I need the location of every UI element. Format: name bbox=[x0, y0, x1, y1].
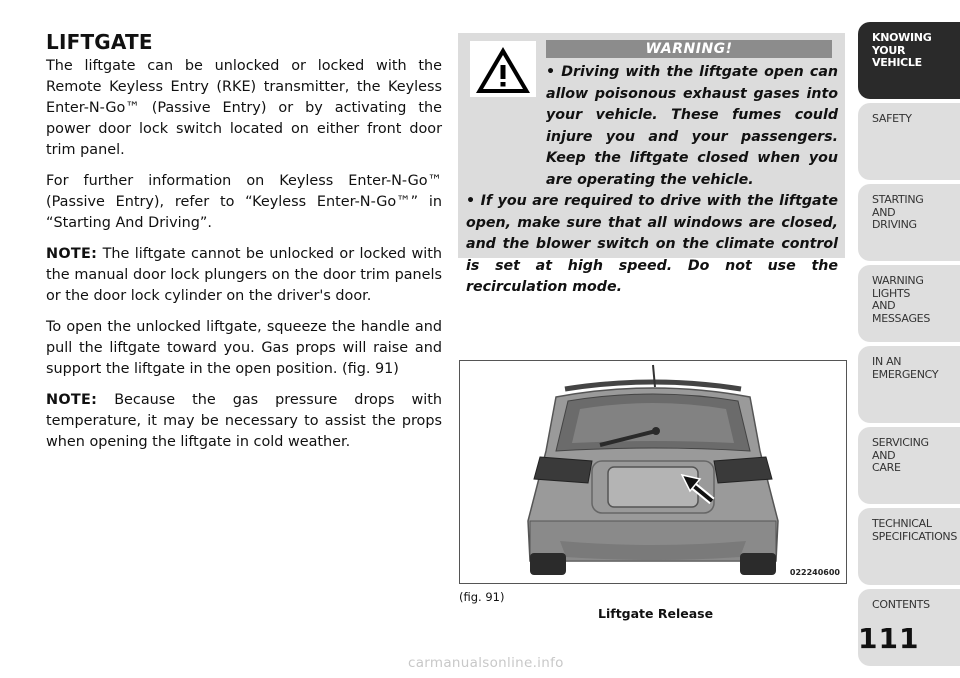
paragraph-open-liftgate: To open the unlocked liftgate, squeeze the handle and pull the liftgate toward you. Gas props will raise and support the liftgate in the open position. (fig. 91) bbox=[46, 319, 442, 377]
warning-bullet: • If you are required to drive with the liftgate open, make sure that all windows are closed, and the blower switch on the climate control is set at high speed. Do not use the recirculation mode. bbox=[466, 193, 838, 295]
paragraph-rke: The liftgate can be unlocked or locked with the Remote Keyless Entry (RKE) transmitter, the Keyless Enter-N-Go™ (Passive Entry) or by activating the power door lock switch located on either front door trim panel. bbox=[46, 58, 442, 158]
tab-label-line: EMERGENCY bbox=[872, 367, 939, 381]
tab-in-an-emergency[interactable] bbox=[858, 346, 960, 423]
tab-label-line: SERVICING bbox=[872, 436, 929, 449]
warning-box bbox=[458, 33, 845, 295]
chapter-tabs bbox=[858, 22, 960, 670]
note-manual-lock bbox=[46, 244, 442, 307]
tab-starting-and-driving[interactable] bbox=[858, 184, 960, 261]
tab-label-line: DRIVING bbox=[872, 218, 917, 231]
warning-title: WARNING! bbox=[546, 40, 832, 58]
paragraph-keyless-ref: For further information on Keyless Enter-N-Go™ (Passive Entry), refer to “Keyless Enter-N-Go™” in “Starting And Driving”. bbox=[46, 173, 442, 231]
figure-caption: Liftgate Release bbox=[598, 606, 714, 621]
tab-warning-lights-and-messages[interactable] bbox=[858, 265, 960, 342]
section-title: LIFTGATE bbox=[46, 30, 153, 54]
tab-technical-specifications[interactable] bbox=[858, 508, 960, 585]
tab-label-line: AND bbox=[872, 205, 896, 219]
tab-servicing-and-care[interactable] bbox=[858, 427, 960, 504]
tab-label-line: MESSAGES bbox=[872, 311, 930, 325]
warning-text bbox=[466, 62, 838, 299]
tab-safety[interactable] bbox=[858, 103, 960, 180]
note-text: The liftgate cannot be unlocked or locked with the manual door lock plungers on the door trim panels or the door lock cylinder on the driver's door. bbox=[46, 246, 442, 304]
tab-label-line: CONTENTS bbox=[872, 598, 930, 611]
tab-label-line: IN AN bbox=[872, 355, 902, 368]
vehicle-rear-illustration bbox=[460, 361, 846, 583]
tab-label-line: WARNING bbox=[872, 274, 924, 287]
tab-label-line: YOUR bbox=[872, 43, 906, 57]
tab-label-line: AND bbox=[872, 448, 896, 462]
tab-label-line: LIGHTS bbox=[872, 286, 911, 300]
tab-label-line: STARTING bbox=[872, 193, 924, 206]
figure-code: 022240600 bbox=[789, 568, 840, 577]
figure-reference: (fig. 91) bbox=[459, 590, 505, 604]
tab-label-line: AND bbox=[872, 299, 896, 312]
tab-label-line: TECHNICAL bbox=[872, 517, 932, 530]
tab-knowing-your-vehicle[interactable] bbox=[858, 22, 960, 99]
note-cold-weather bbox=[46, 390, 442, 453]
tab-label-line: SPECIFICATIONS bbox=[872, 529, 958, 543]
tab-label-line: CARE bbox=[872, 461, 901, 474]
note-label: NOTE: bbox=[46, 246, 98, 262]
tab-label-line: VEHICLE bbox=[872, 56, 922, 69]
note-text: Because the gas pressure drops with temperature, it may be necessary to assist the props when opening the liftgate in cold weather. bbox=[46, 392, 442, 450]
watermark: carmanualsonline.info bbox=[408, 655, 564, 671]
main-text-column bbox=[46, 30, 442, 463]
tab-label-line: SAFETY bbox=[872, 112, 912, 125]
liftgate-figure bbox=[459, 360, 847, 584]
tab-label-line: KNOWING bbox=[872, 31, 932, 44]
warning-bullet: • Driving with the liftgate open can allow poisonous exhaust gases into your vehicle. These fumes could injure you and your passengers. Keep the liftgate closed when you are operating the vehicle. bbox=[546, 64, 838, 188]
note-label: NOTE: bbox=[46, 392, 98, 408]
page-number: 111 bbox=[858, 622, 920, 655]
